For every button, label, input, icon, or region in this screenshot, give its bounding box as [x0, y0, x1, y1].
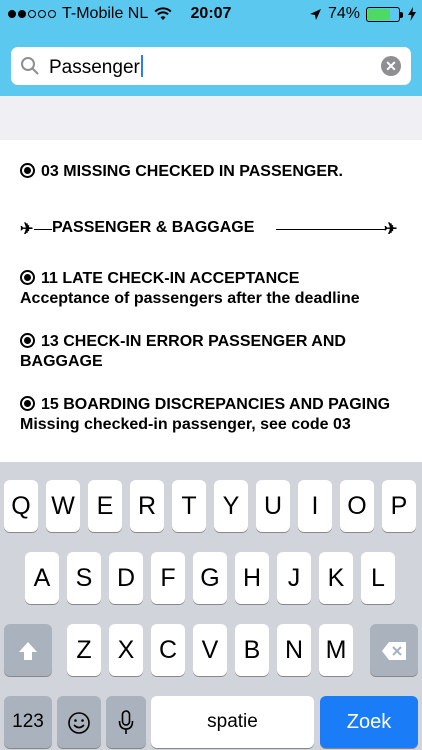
key-o[interactable]: O — [340, 480, 374, 532]
results-list — [0, 140, 422, 462]
key-c[interactable]: C — [151, 624, 185, 676]
key-a[interactable]: A — [25, 552, 59, 604]
radio-bullet-icon — [20, 333, 35, 348]
key-m[interactable]: M — [319, 624, 353, 676]
key-f[interactable]: F — [151, 552, 185, 604]
text-cursor — [141, 55, 143, 77]
list-item[interactable] — [20, 269, 410, 309]
key-l[interactable]: L — [361, 552, 395, 604]
key-p[interactable]: P — [382, 480, 416, 532]
key-v[interactable]: V — [193, 624, 227, 676]
backspace-icon — [381, 641, 407, 661]
results-spacer — [0, 96, 422, 140]
key-r[interactable]: R — [130, 480, 164, 532]
list-item[interactable] — [20, 395, 410, 435]
key-w[interactable]: W — [46, 480, 80, 532]
item-description: Acceptance of passengers after the deadline — [20, 290, 360, 307]
divider — [34, 229, 52, 230]
space-key[interactable]: spatie — [151, 696, 314, 748]
key-h[interactable]: H — [235, 552, 269, 604]
key-s[interactable]: S — [67, 552, 101, 604]
section-label: PASSENGER & BAGGAGE — [52, 219, 255, 236]
key-q[interactable]: Q — [4, 480, 38, 532]
on-screen-keyboard — [0, 462, 422, 750]
key-x[interactable]: X — [109, 624, 143, 676]
battery-percent: 74% — [327, 5, 360, 22]
carrier-label: T-Mobile NL — [62, 5, 149, 22]
charging-bolt-icon — [408, 7, 416, 21]
item-title: 13 CHECK-IN ERROR PASSENGER AND BAGGAGE — [20, 333, 346, 370]
radio-bullet-icon — [20, 396, 35, 411]
item-description: Missing checked-in passenger, see code 03 — [20, 416, 351, 433]
divider — [276, 229, 386, 230]
battery-icon — [366, 7, 400, 22]
section-header — [20, 219, 400, 239]
status-time: 20:07 — [190, 5, 232, 22]
key-j[interactable]: J — [277, 552, 311, 604]
microphone-icon — [118, 710, 134, 736]
shift-arrow-icon — [17, 640, 39, 662]
key-d[interactable]: D — [109, 552, 143, 604]
search-field[interactable] — [11, 47, 411, 85]
key-u[interactable]: U — [256, 480, 290, 532]
list-item[interactable] — [20, 162, 410, 182]
search-input[interactable] — [49, 55, 143, 79]
emoji-key[interactable] — [57, 696, 101, 748]
key-i[interactable]: I — [298, 480, 332, 532]
item-title: 15 BOARDING DISCREPANCIES AND PAGING — [41, 396, 391, 413]
airplane-icon: ✈ — [384, 221, 398, 238]
search-header — [0, 0, 422, 96]
item-title: 03 MISSING CHECKED IN PASSENGER. — [41, 163, 343, 180]
emoji-smiley-icon — [67, 711, 91, 735]
key-b[interactable]: B — [235, 624, 269, 676]
key-e[interactable]: E — [88, 480, 122, 532]
shift-key[interactable] — [4, 624, 52, 676]
numbers-key[interactable]: 123 — [4, 696, 52, 748]
key-y[interactable]: Y — [214, 480, 248, 532]
status-bar — [0, 0, 422, 30]
radio-bullet-icon — [20, 270, 35, 285]
key-g[interactable]: G — [193, 552, 227, 604]
backspace-key[interactable] — [370, 624, 418, 676]
list-item[interactable] — [20, 332, 410, 372]
dictation-key[interactable] — [106, 696, 146, 748]
clear-search-icon[interactable]: ✕ — [381, 56, 401, 76]
search-go-button[interactable]: Zoek — [320, 696, 418, 748]
search-value: Passenger — [49, 57, 140, 78]
key-k[interactable]: K — [319, 552, 353, 604]
battery-fill — [368, 9, 390, 20]
airplane-icon: ✈ — [20, 221, 34, 238]
key-t[interactable]: T — [172, 480, 206, 532]
search-icon — [20, 56, 40, 76]
key-z[interactable]: Z — [67, 624, 101, 676]
radio-bullet-icon — [20, 163, 35, 178]
key-n[interactable]: N — [277, 624, 311, 676]
location-arrow-icon — [309, 8, 322, 21]
item-title: 11 LATE CHECK-IN ACCEPTANCE — [41, 270, 300, 287]
